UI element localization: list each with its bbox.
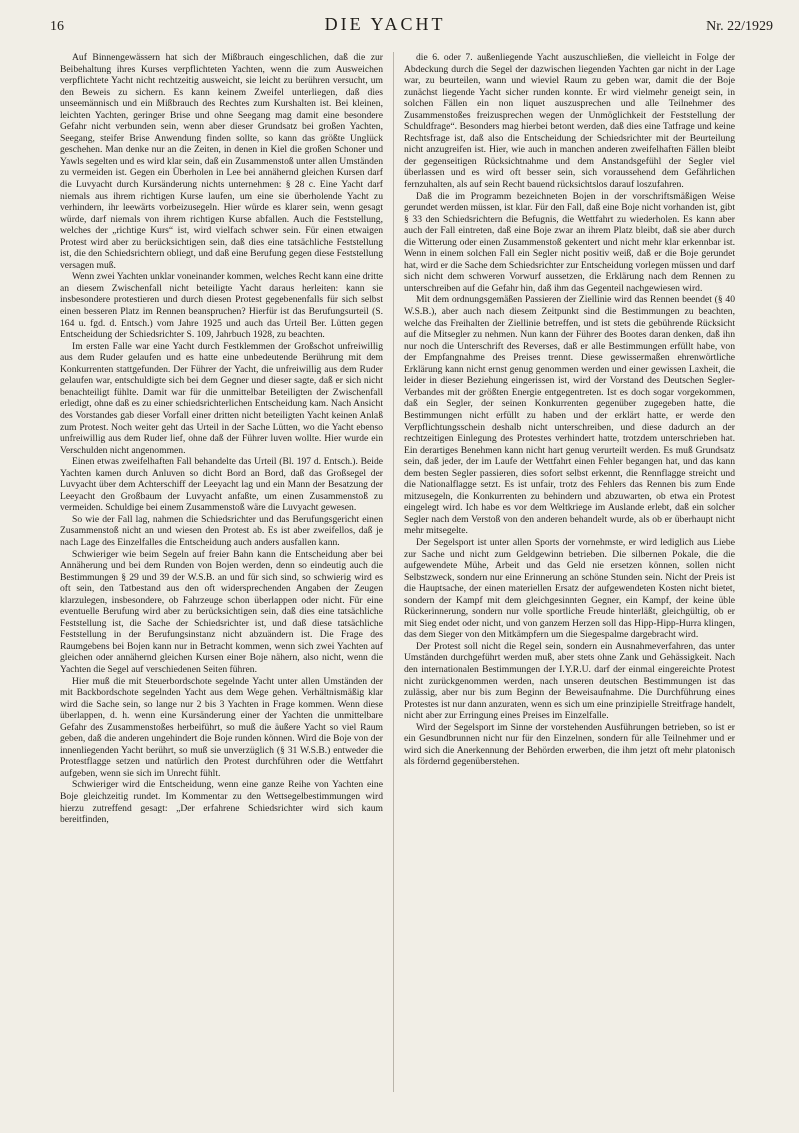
paragraph: Hier muß die mit Steuerbordschote segelnde Yacht unter allen Umständen der mit Backbordschote segelnden Yacht aus dem Wege gehen. Verhältnismäßig klar wird die Sache sein, so lange nur 2 bis 3 Yachten in Frage kommen. Wenn diese überlappen, d. h. wenn eine Kursänderung einer der Yachten die unmittelbare Gefahr des Zusammenstoßes herbeiführt, so muß die äußere Yacht so viel Raum geben, daß die anderen ungehindert die Boje runden können. Wird die Boje von der innenliegenden Yacht berührt, so muß sie unverzüglich (§ 31 W.S.B.) entweder die Protestflagge setzen und natürlich den Protest durchführen oder die Wettfahrt aufgeben, wenn sie sich im Unrecht fühlt. xyxy=(60,675,383,779)
paragraph: Einen etwas zweifelhaften Fall behandelte das Urteil (Bl. 197 d. Entsch.). Beide Yachten kamen durch Anluven so dicht Bord an Bord, daß das Großsegel der Luvyacht über dem Achterschiff der Leeyacht lag und ein Mann der Besatzung der Leeyacht den Großbaum der Luvyacht anfaßte, um einen Zusammenstoß zu vermeiden. Schuldige bei einem Zusammenstoß wäre die Luvyacht gewesen. xyxy=(60,456,383,514)
column-divider xyxy=(393,52,394,1092)
paragraph: Auf Binnengewässern hat sich der Mißbrauch eingeschlichen, daß die zur Beibehaltung ihres Kurses verpflichteten Yachten, wenn die zum Ausweichen verpflichtete Yacht nicht rechtzeitig ausweicht, sie leicht zu berühren versucht, um den Beweis zu sichern. Es kann keinem Zweifel unterliegen, daß dies unseemännisch und ein Mißbrauch des Rechtes zum Kurshalten ist. Bei kleinen, leichten Yachten, geringer Brise und ohne Seegang mag damit eine besondere Gefahr nicht verbunden sein, wenn aber dieser Grundsatz bei großen Yachten, Seegang, steifer Brise Anwendung finden sollte, so kann das größte Unglück geschehen. Man denke nur an die Zeiten, in denen in Kiel die großen Schoner und Yawls segelten und es wird klar sein, daß ein Zusammenstoß unter allen Umständen zu vermeiden ist. Gegen ein Überholen in Lee bei annähernd gleichen Kursen darf die Luvyacht durch Kursänderung nichts unternehmen: § 28 c. Eine Yacht darf niemals aus ihrem richtigen Kurse laufen, um eine sie überholende Yacht zu verhindern, ihr leewärts vorbeizusegeln. Hier würde es klarer sein, wenn gesagt würde, darf niemals von ihrem richtigen Kurse abfallen. Auch die Feststellung, welches der „richtige Kurs“ ist, wird vielfach schwer sein. Für einen etwaigen Protest wird aber zu berücksichtigen sein, daß dies eine tatsächliche Feststellung ist, die den Schiedsrichtern obliegt, und daß eine Berufung gegen diese Feststellung versagen muß. xyxy=(60,52,383,271)
paragraph: Schwieriger wird die Entscheidung, wenn eine ganze Reihe von Yachten eine Boje gleichzeitig rundet. Im Kommentar zu den Wettsegelbestimmungen wird hierzu zutreffend gesagt: „Der erfahrene Schiedsrichter wird sich kaum bereitfinden, xyxy=(60,779,383,826)
paragraph: Daß die im Programm bezeichneten Bojen in der vorschriftsmäßigen Weise gerundet werden müssen, ist klar. Für den Fall, daß eine Boje nicht vorhanden ist, gibt § 33 den Schiedsrichtern die Befugnis, die Wettfahrt zu wiederholen. Es kann aber auch der Fall eintreten, daß eine Boje zwar an ihrem Platz bleibt, daß sie aber durch die Witterung oder einen Zusammenstoß gekentert und nicht mehr klar erkennbar ist. Wenn in einem solchen Fall ein Segler nicht positiv weiß, daß er die Boje gerundet hat, wird er die Sache dem Schiedsrichter zur Entscheidung vorlegen müssen und darf sich nicht dem schweren Vorwurf aussetzen, die Erklärung nach dem Rennen zu unterschreiben auf die Gefahr hin, daß ihm das Gegenteil nachgewiesen wird. xyxy=(404,190,735,294)
left-column xyxy=(60,52,383,826)
paragraph: Der Protest soll nicht die Regel sein, sondern ein Ausnahmeverfahren, das unter Umständen durchgeführt werden muß, aber stets ohne Zank und Gehässigkeit. Nach den internationalen Bestimmungen der I.Y.R.U. darf der einmal eingereichte Protest nicht zurückgenommen werden, nach unseren deutschen Bestimmungen ist das zulässig, aber nur bis zum Beginn der Beweisaufnahme. Die Durchführung eines Protestes ist nur dann anzuraten, wenn es sich um eine prinzipielle Streitfrage handelt, nicht aber zur Erringung eines Preises im Einzelfalle. xyxy=(404,640,735,722)
issue-number: Nr. 22/1929 xyxy=(706,19,773,34)
journal-title: DIE YACHT xyxy=(324,14,446,34)
paragraph: So wie der Fall lag, nahmen die Schiedsrichter und das Berufungsgericht einen Zusammenstoß nicht an und wiesen den Protest ab. Es ist aber zweifellos, daß je nach Lage des Einzelfalles die Entscheidung auch anders ausfallen kann. xyxy=(60,513,383,548)
paragraph: Schwieriger wie beim Segeln auf freier Bahn kann die Entscheidung aber bei Annäherung und bei dem Runden von Bojen werden, denn so eindeutig auch die Bestimmungen § 29 und 39 der W.S.B. an und für sich sind, so schwierig wird es oft sein, den Tatbestand aus den oft widersprechenden Angaben der Zeugen klarzulegen, insbesondere, ob Fahrzeuge schon überlappen oder nicht. Für eine eventuelle Berufung wird aber zu berücksichtigen sein, daß dies eine tatsächliche Feststellung ist, die Sache der Schiedsrichter ist, und daß diese tatsächliche Feststellung in der Berufungsinstanz nicht abzuändern ist. Die Frage des Raumgebens bei Bojen kann nur in Betracht kommen, wenn sich zwei Yachten auf gleichen oder annähernd gleichen Kursen einer Boje nähern, also nicht, wenn die Yachten die Segel auf verschiedenen Seiten führen. xyxy=(60,548,383,675)
page-header xyxy=(50,14,773,40)
paragraph: Mit dem ordnungsgemäßen Passieren der Ziellinie wird das Rennen beendet (§ 40 W.S.B.), aber auch nach diesem Zeitpunkt sind die Bestimmungen zu beachten, welche das Freihalten der Ziellinie betreffen, und ist stets die gebührende Rücksicht auf die Mitsegler zu nehmen. Nun kann der Führer des Bootes daran denken, daß ihn nur noch die Unterschrift des Reverses, daß er alle Bestimmungen erfüllt habe, von der Empfangnahme des Preises trennt. Diese gewissermaßen ehrenwörtliche Erklärung kann nicht ernst genug genommen werden und einer gewissen Laxheit, die leider in dieser Beziehung eingerissen ist, wird der Vorstand des Deutschen Segler-Verbandes mit der größten Energie entgegentreten. Ist es doch sogar vorgekommen, daß ein Segler, der seinen Konkurrenten gegenüber zugegeben hatte, die Bestimmungen nicht erfüllt zu haben und der erklärt hatte, er werde den Verpflichtungsschein deshalb nicht unterschreiben, und diese dadurch an der rechtzeitigen Einlegung des Protestes verhindert hatte, trotzdem unterschrieben hat. Ein derartiges Benehmen kann nicht hart genug verurteilt werden. Es muß Grundsatz sein, daß jeder, der im Laufe der Wettfahrt einen Fehler begangen hat, und das kann dem besten Segler passieren, dies sofort selbst erkennt, die Rennflagge streicht und die Nationalflagge setzt. Es ist unfair, trotz des Fehlers das Rennen bis zum Ende mitzusegeln, die Konkurrenten zu behindern und abzuwarten, ob etwa ein Protest eingelegt wird. Ich habe es vor dem Weltkriege im Auslande erlebt, daß ein solcher Segler nach dem Verstoß von den anderen behandelt wurde, als ob er überhaupt nicht mehr mitsegelte. xyxy=(404,294,735,537)
paragraph: Der Segelsport ist unter allen Sports der vornehmste, er wird lediglich aus Liebe zur Sache und nicht zum Geldgewinn betrieben. Die silbernen Pokale, die die aufgewendete Mühe, Arbeit und das Geld nie ersetzen können, sollen nicht Selbstzweck, sondern nur eine Erinnerung an schöne Stunden sein. Nicht der Preis ist die Hauptsache, der einen materiellen Ersatz der aufgewendeten Kosten nicht bietet, sondern der Kampf mit dem gleichgesinnten Gegner, ein Kampf, der keine üble Rückerinnerung, sondern nur volle sportliche Freude hinterläßt, gleichgültig, ob er mit Sieg endet oder nicht, und von ganzem Herzen soll das Hipp-Hipp-Hurra klingen, das dem Sieger von den Mitkämpfern um die Siegespalme dargebracht wird. xyxy=(404,536,735,641)
paragraph: Wenn zwei Yachten unklar voneinander kommen, welches Recht kann eine dritte an diesem Zwischenfall nicht beteiligte Yacht daraus herleiten: kann sie insbesondere protestieren und durch diesen Protest gegebenenfalls für sich selbst einen besseren Platz im Rennen beanspruchen? Hierfür ist das Berufungsurteil (S. 164 u. fgd. d. Entsch.) vom Jahre 1925 und auch das Urteil Ber. Lütten gegen Entscheidung der Schiedsrichter S. 109, Jahrbuch 1928, zu beachten. xyxy=(60,271,383,341)
right-column xyxy=(404,52,735,768)
paragraph: die 6. oder 7. außenliegende Yacht auszuschließen, die vielleicht in Folge der Abdeckung durch die Segel der dazwischen liegenden Yachten gar nicht in der Lage war, zu beurteilen, wann und wieviel Raum zu geben war, damit die der Boje zunächst liegende Yacht sicher runden konnte. Er wird vielmehr geneigt sein, in solchen Fällen ein non liquet auszusprechen und alle Teilnehmer des Zusammenstoßes freizusprechen wegen der Unmöglichkeit der Feststellung der Schuldfrage“. Besonders mag hierbei betont werden, daß dies eine Tatfrage und keine Rechtsfrage ist, daß also die Entscheidung der Schiedsrichter mit der Beurteilung nicht anzugreifen ist. Hier, wie auch in manchen anderen zweifelhaften Fällen bleibt der gegenseitigen Rücksichtnahme und dem Anstandsgefühl der Segler viel überlassen und es wird oft besser sein, sich voraussehend dem Gefährlichen fernzuhalten, als auf sein Recht bauend rücksichtslos darauf loszufahren. xyxy=(404,52,735,191)
paragraph: Wird der Segelsport im Sinne der vorstehenden Ausführungen betrieben, so ist er ein Gesundbrunnen nicht nur für den Einzelnen, sondern für alle Teilnehmer und er wird sich die Anerkennung der Behörden erwerben, die ihm jetzt oft mehr platonisch als fördernd gegenüberstehen. xyxy=(404,721,735,768)
page-number: 16 xyxy=(50,19,64,34)
paragraph: Im ersten Falle war eine Yacht durch Festklemmen der Großschot unfreiwillig aus dem Ruder gelaufen und es hatte eine unbedeutende Berührung mit dem Konkurrenten stattgefunden. Der Führer der Yacht, die unfreiwillig aus dem Ruder gelaufen war, entschuldigte sich bei dem Gegner und dieser sagte, daß er sich nicht benachteiligt fühlte. Damit war für die unmittelbar Beteiligten der Zwischenfall erledigt, ohne daß es zu einer schiedsrichterlichen Entscheidung kam. Nach Ansicht des Vorstandes gab dieser Vorfall einer dritten nicht beteiligten Yacht keinen Anlaß zum Protest. Noch weiter geht das Urteil in der Sache Lütten, wo die Yacht ebenso unfreiwillig aus dem Ruder lief, ohne daß der Führer luven wollte. Hier wurde ein Verschulden nicht angenommen. xyxy=(60,340,383,456)
